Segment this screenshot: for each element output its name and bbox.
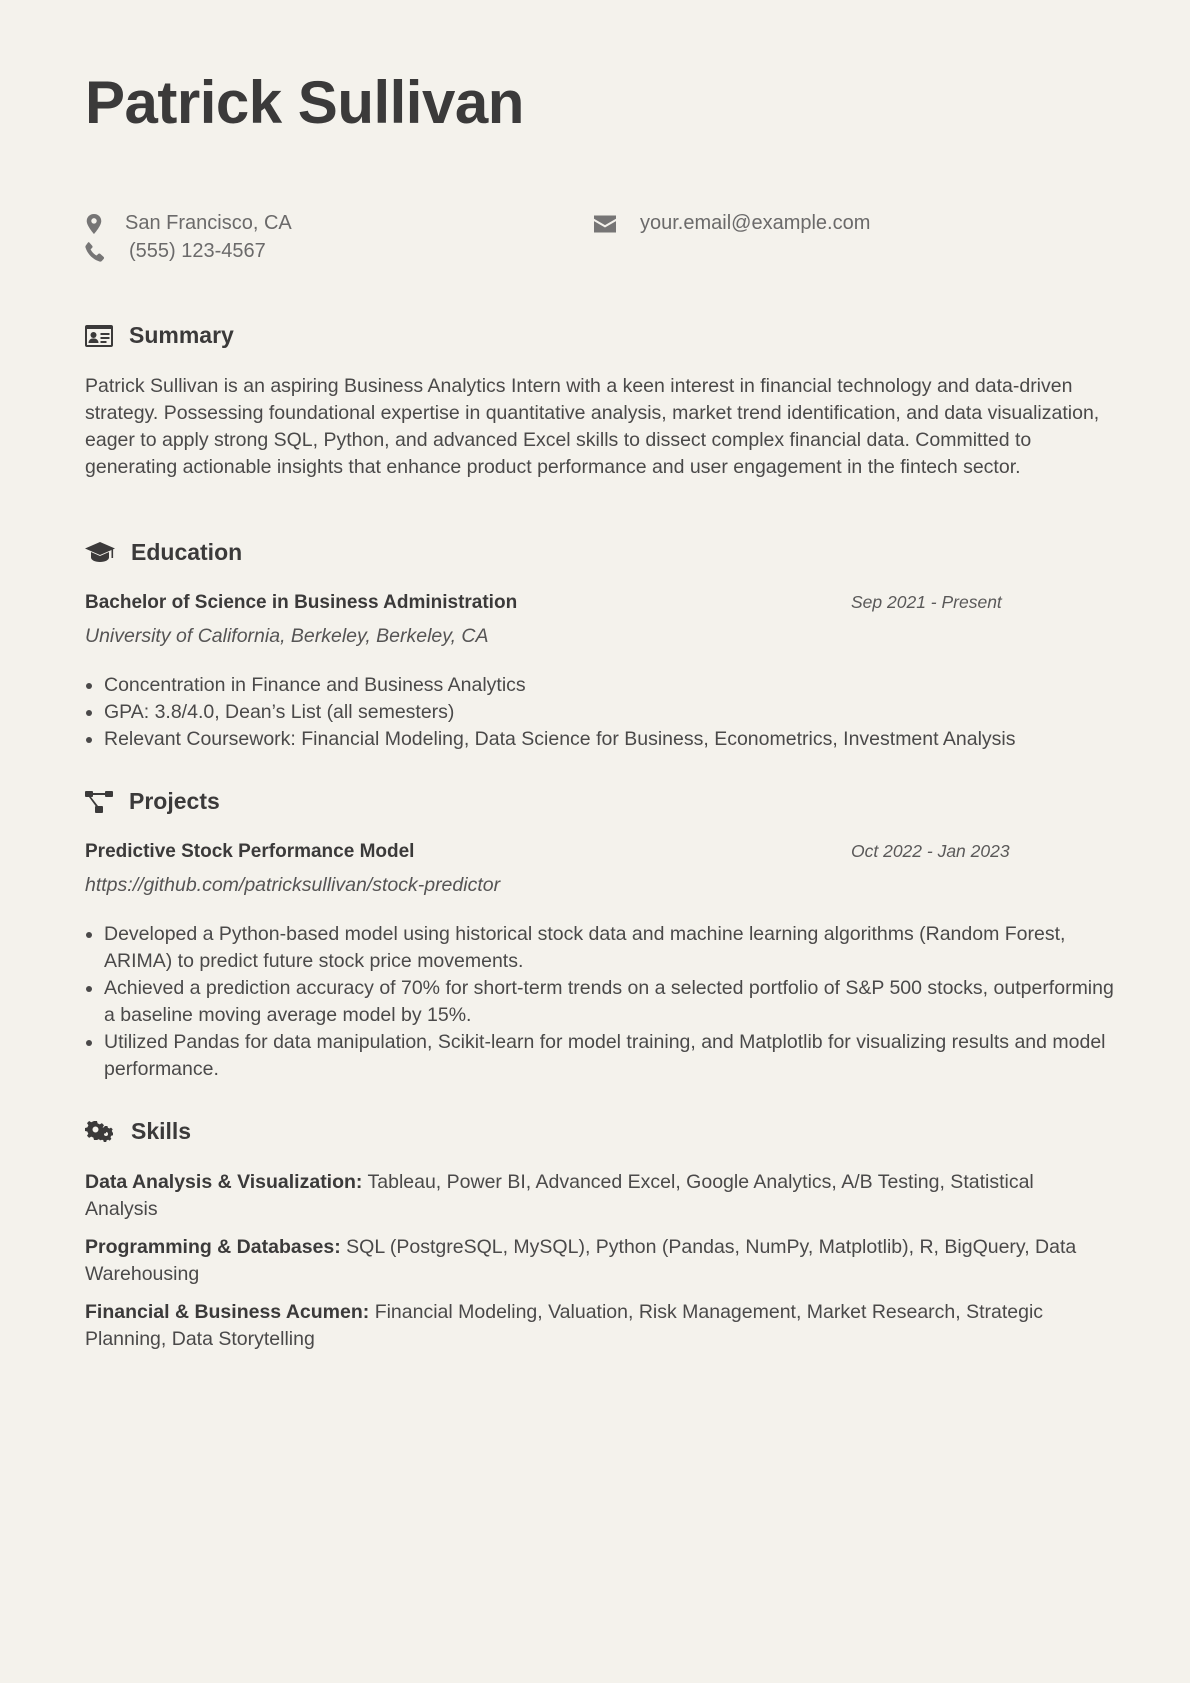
skills-heading: [85, 1118, 191, 1145]
skill-value: Financial Modeling, Valuation, Risk Management, Market Research, Strategic Planning, Data Storytelling: [85, 1301, 1044, 1350]
degree-title: Bachelor of Science in Business Administration: [85, 592, 518, 613]
id-card-icon: [85, 325, 113, 347]
gears-icon: [85, 1120, 115, 1144]
summary-text: Patrick Sullivan is an aspiring Business Analytics Intern with a keen interest in financial technology and data-driven strategy. Possessing foundational expertise in quantitative analysis, market trend identification, and data visualization, eager to apply strong SQL, Python, and advanced Excel skills to dissect complex financial data. Committed to generating actionable insights that enhance product performance and user engagement in the fintech sector.: [85, 375, 1100, 478]
skill-row: [85, 1299, 1110, 1353]
projects-title: Projects: [129, 788, 220, 814]
project-diagram-icon: [85, 791, 113, 813]
envelope-icon: [594, 214, 616, 234]
list-item: • GPA: 3.8/4.0, Dean’s List (all semesters): [104, 699, 1129, 726]
graduation-cap-icon: [85, 542, 115, 564]
project-url[interactable]: https://github.com/patricksullivan/stock-predictor: [85, 874, 501, 896]
skill-row: [85, 1169, 1110, 1223]
project-bullets: [85, 921, 1129, 1083]
skills-title: Skills: [131, 1118, 192, 1144]
skill-value: SQL (PostgreSQL, MySQL), Python (Pandas, NumPy, Matplotlib), R, BigQuery, Data Warehousing: [85, 1236, 1077, 1285]
skill-value: Tableau, Power BI, Advanced Excel, Google Analytics, A/B Testing, Statistical Analysis: [85, 1171, 1034, 1220]
skill-label: Financial & Business Acumen:: [85, 1301, 370, 1323]
projects-heading: [85, 788, 220, 815]
project-name: Predictive Stock Performance Model: [85, 841, 415, 862]
list-item: • Relevant Coursework: Financial Modeling, Data Science for Business, Econometrics, Investment Analysis: [104, 726, 1129, 753]
education-heading: [85, 539, 242, 566]
skill-label: Programming & Databases:: [85, 1236, 341, 1258]
education-bullets: [85, 672, 1129, 753]
list-item: • Utilized Pandas for data manipulation, Scikit-learn for model training, and Matplotlib for visualizing results and model performance.: [104, 1029, 1129, 1083]
list-item: • Achieved a prediction accuracy of 70% for short-term trends on a selected portfolio of S&P 500 stocks, outperforming a baseline moving average model by 15%.: [104, 975, 1129, 1029]
summary-title: Summary: [129, 322, 234, 348]
contact-phone: [85, 240, 266, 263]
education-dates: Sep 2021 - Present: [851, 592, 1002, 612]
summary-heading: [85, 322, 234, 349]
map-marker-icon: [85, 214, 103, 234]
phone-icon: [85, 242, 105, 262]
list-item: • Developed a Python-based model using historical stock data and machine learning algorithms (Random Forest, ARIMA) to predict future stock price movements.: [104, 921, 1129, 975]
location-text: San Francisco, CA: [125, 212, 292, 234]
school-name: University of California, Berkeley, Berkeley, CA: [85, 625, 489, 647]
phone-text: (555) 123-4567: [129, 240, 266, 262]
skill-label: Data Analysis & Visualization:: [85, 1171, 363, 1193]
candidate-name: Patrick Sullivan: [85, 69, 524, 136]
contact-location: [85, 212, 292, 235]
email-text[interactable]: your.email@example.com: [640, 212, 871, 234]
list-item: • Concentration in Finance and Business Analytics: [104, 672, 1129, 699]
project-dates: Oct 2022 - Jan 2023: [851, 841, 1010, 861]
contact-email[interactable]: [594, 212, 870, 235]
skill-row: [85, 1234, 1110, 1288]
education-title: Education: [131, 539, 243, 565]
